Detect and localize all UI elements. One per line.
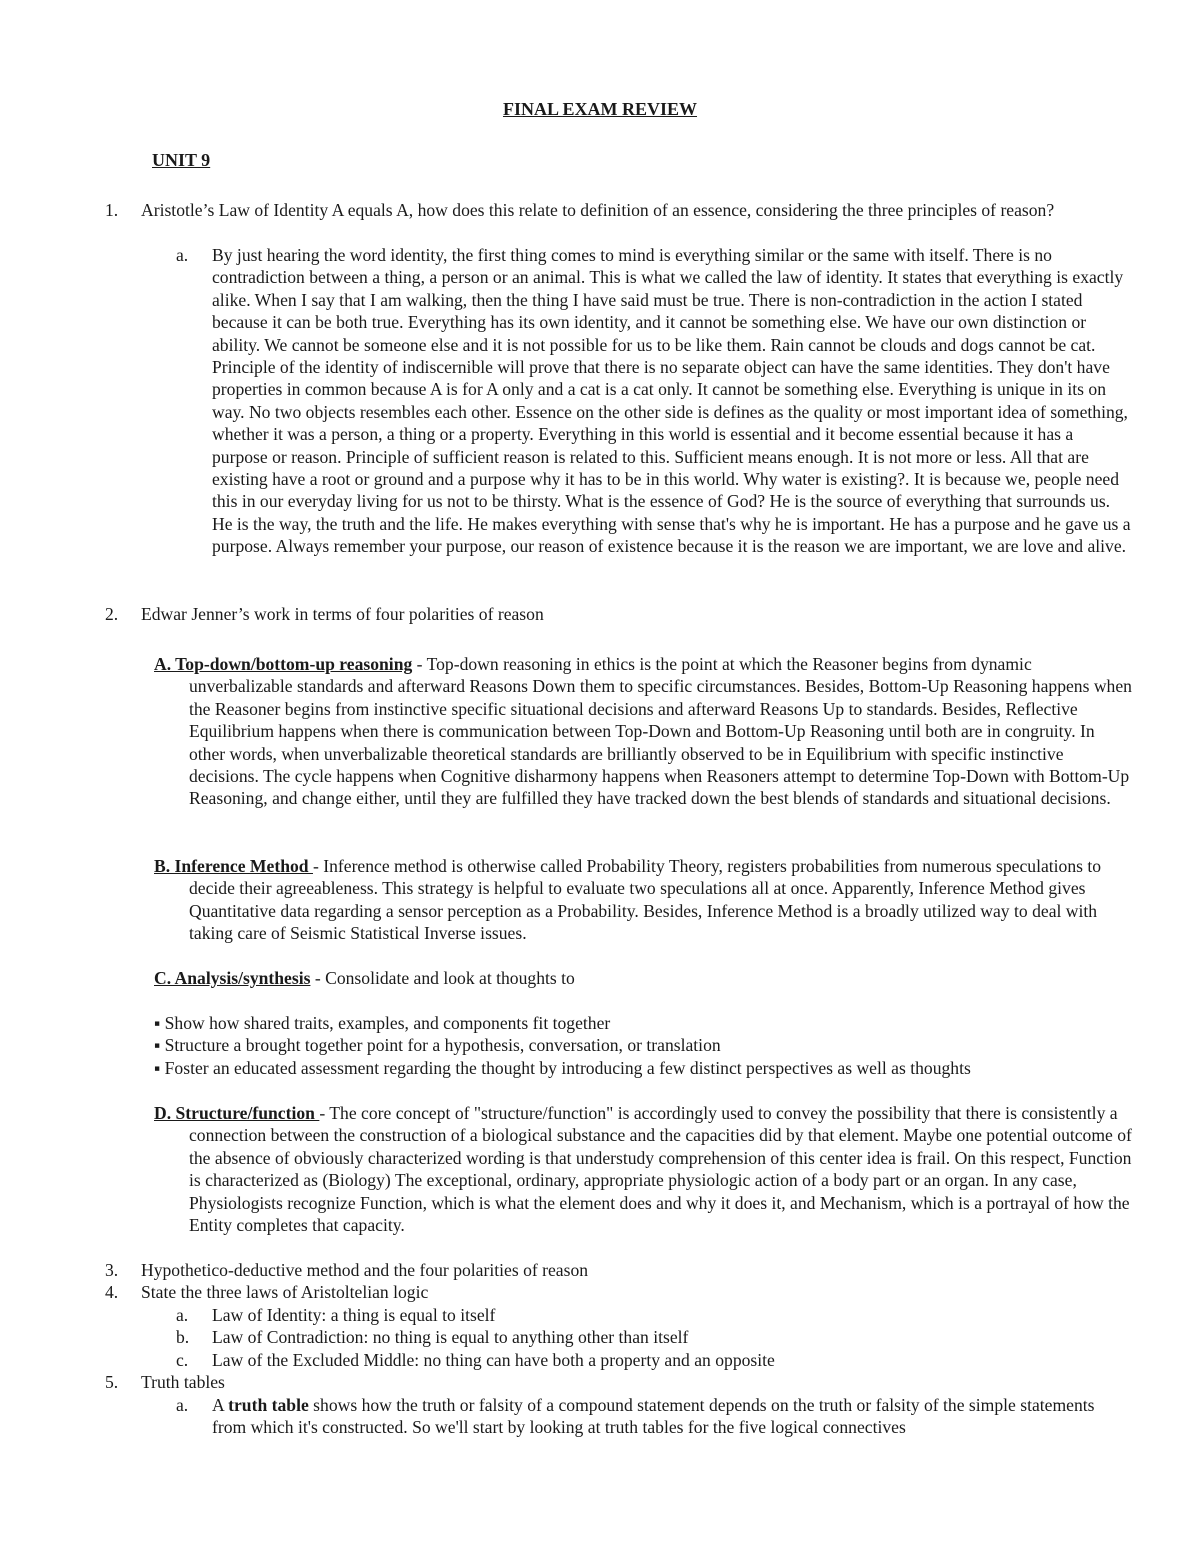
answer-letter: b. (176, 1327, 190, 1347)
answer-remainder: shows how the truth or falsity of a compound statement depends on the truth or falsity of the simple statements from which it's constructed. So we'll start by looking at truth tables for the five logical connectives (212, 1395, 1095, 1438)
answer-letter: a. (176, 245, 189, 265)
section-body: - Top-down reasoning in ethics is the point at which the Reasoner begins from dynamic unverbalizable standards and afterward Reasons Down them to specific circumstances. Besides, Bottom-Up Reasoning happens when the Reasoner begins from instinctive specific situational decisions and afterward Reasons Up to standards. Besides, Reflective Equilibrium happens when there is communication between Top-Down and Bottom-Up Reasoning until both are in congruity. In other words, when unverbalizable theoretical standards are brilliantly observed to be in Equilibrium with specific instinctive decisions. The cycle happens when Cognitive disharmony happens when Reasoners attempt to determine Top-Down with Bottom-Up Reasoning, and change either, until they are fulfilled they have tracked down the best blends of standards and situational decisions. (189, 654, 1132, 809)
section-heading: B. Inference Method (154, 856, 313, 876)
answer-text: Law of Contradiction: no thing is equal to anything other than itself (212, 1327, 689, 1347)
question-text: Edwar Jenner’s work in terms of four polarities of reason (141, 604, 544, 624)
question-number: 5. (105, 1372, 119, 1392)
section-body: - Consolidate and look at thoughts to (310, 968, 575, 988)
section-body: - The core concept of "structure/function" is accordingly used to convey the possibility that there is consistently a connection between the construction of a biological substance and the capacities did by that element. Maybe one potential outcome of the absence of obviously characterized wording is that understudy comprehension of this center idea is frail. On this respect, Function is characterized as (Biology) The exceptional, ordinary, appropriate physiologic action of a body part or an organ. In any case, Physiologists recognize Function, which is what the element does and why it does it, and Mechanism, which is a portrayal of how the Entity completes that capacity. (189, 1103, 1132, 1236)
section-heading: A. Top-down/bottom-up reasoning (154, 654, 413, 674)
unit-heading: UNIT 9 (152, 150, 211, 170)
polarity-section-b (154, 855, 1132, 945)
list-item: ▪ Show how shared traits, examples, and components fit together (154, 1013, 611, 1033)
answer-letter: c. (176, 1350, 189, 1370)
answer-letter: a. (176, 1305, 189, 1325)
question-text: State the three laws of Aristoltelian logic (141, 1282, 429, 1302)
section-heading: C. Analysis/synthesis (154, 968, 311, 988)
polarity-section-c (154, 967, 1132, 989)
answer-text: Law of the Excluded Middle: no thing can have both a property and an opposite (212, 1350, 775, 1370)
question-text: Aristotle’s Law of Identity A equals A, how does this relate to definition of an essence, considering the three principles of reason? (141, 200, 1055, 220)
question-number: 1. (105, 200, 119, 220)
answer-text (212, 1394, 1132, 1439)
polarity-section-d (154, 1102, 1132, 1236)
question-text: Hypothetico-deductive method and the four polarities of reason (141, 1260, 589, 1280)
list-item: ▪ Foster an educated assessment regarding the thought by introducing a few distinct perspectives as well as thoughts (154, 1057, 971, 1078)
bold-term: truth table (228, 1395, 309, 1415)
answer-prefix: A (212, 1395, 229, 1415)
page-title: FINAL EXAM REVIEW (502, 99, 698, 119)
section-heading: D. Structure/function (154, 1103, 320, 1123)
list-item: ▪ Structure a brought together point for a hypothesis, conversation, or translation (154, 1035, 721, 1056)
bullet-list (154, 1012, 1132, 1079)
question-number: 4. (105, 1282, 119, 1302)
polarity-section-a (154, 653, 1132, 810)
question-number: 3. (105, 1260, 119, 1280)
answer-letter: a. (176, 1395, 189, 1415)
section-body: - Inference method is otherwise called Probability Theory, registers probabilities from numerous speculations to decide their agreeableness. This strategy is helpful to evaluate two speculations all at once. Apparently, Inference Method gives Quantitative data regarding a sensor perception as a Probability. Besides, Inference Method is a broadly utilized way to deal with taking care of Seismic Statistical Inverse issues. (189, 856, 1102, 944)
answer-text: Law of Identity: a thing is equal to itself (212, 1305, 496, 1325)
question-number: 2. (105, 604, 119, 624)
question-text: Truth tables (141, 1372, 225, 1392)
answer-text: By just hearing the word identity, the first thing comes to mind is everything similar or the same with itself. There is no contradiction between a thing, a person or an animal. This is what we called the law of identity. It states that everything is exactly alike. When I say that I am walking, then the thing I have said must be true. There is non-contradiction in the action I stated because it can be both true. Everything has its own identity, and it cannot be something else. We have our own distinction or ability. We cannot be someone else and it is not possible for us to be like them. Rain cannot be clouds and dogs cannot be cat. Principle of the identity of indiscernible will prove that there is no separate object can have the same identities. They don't have properties in common because A is for A only and a cat is a cat only. It cannot be something else. Everything is unique in its on way. No two objects resembles each other. Essence on the other side is defines as the quality or most important idea of something, whether it was a person, a thing or a property. Everything in this world is essential and it become essential because it has a purpose or reason. Principle of sufficient reason is related to this. Sufficient means enough. It is not more or less. All that are existing have a root or ground and a purpose why it has to be in this world. Why water is existing?. It is because we, people need this in our everyday living for us not to be thirsty. What is the essence of God? He is the source of everything that surrounds us. He is the way, the truth and the life. He makes everything with sense that's why he is important. He has a purpose and he gave us a purpose. Always remember your purpose, our reason of existence because it is the reason we are important, we are love and alive. (212, 245, 1131, 557)
